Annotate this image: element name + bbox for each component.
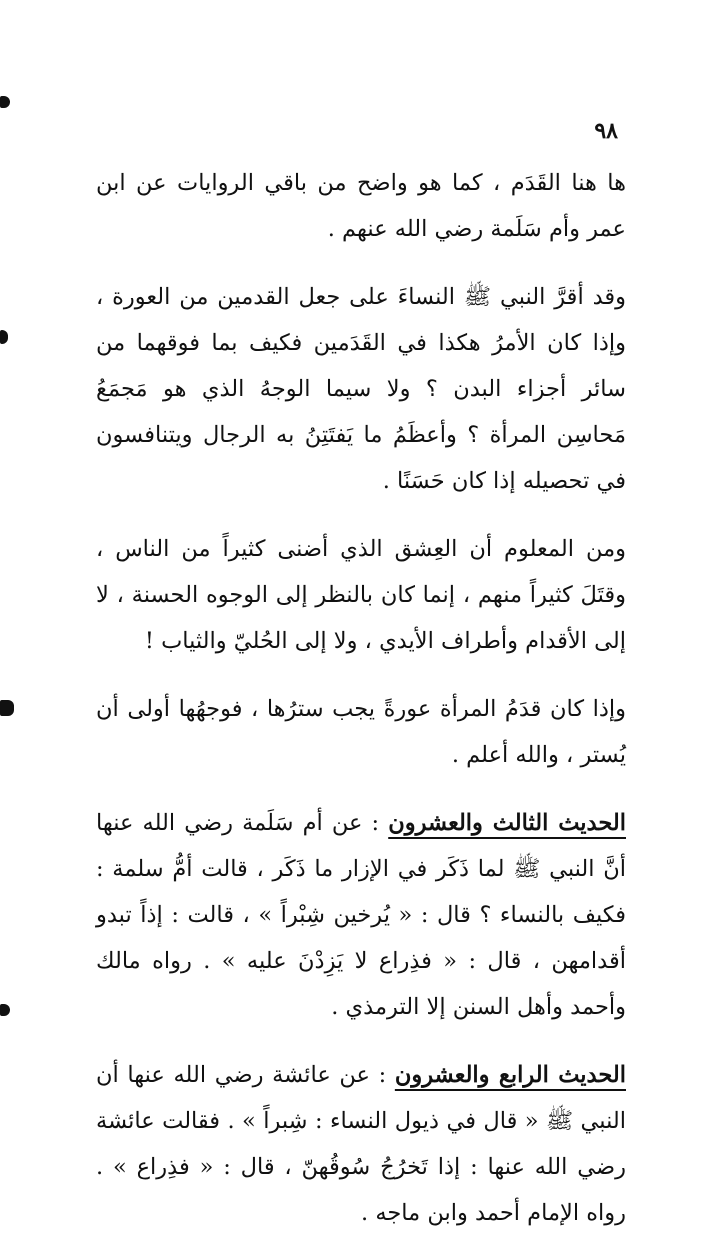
binding-mark-icon [0, 700, 14, 716]
hadith-paragraph [96, 800, 626, 1030]
page-number: ٩٨ [594, 118, 618, 144]
page-content [96, 160, 626, 1236]
paragraph [96, 160, 626, 252]
binding-mark-icon [0, 330, 8, 344]
paragraph [96, 526, 626, 664]
paragraph-text: ومن المعلوم أن العِشق الذي أضنى كثيراً من الناس ، وقتَلَ كثيراً منهم ، إنما كان بالنظر إلى الوجوه الحسنة ، لا إلى الأقدام وأطراف الأيدي ، ولا إلى الحُليّ والثياب ! [96, 536, 626, 654]
paragraph-text: وإذا كان قدَمُ المرأة عورةً يجب سترُها ، فوجهُها أولى أن يُستر ، والله أعلم . [96, 696, 626, 768]
hadith-paragraph [96, 1052, 626, 1236]
paragraph-text: : عن أم سَلَمة رضي الله عنها أنَّ النبي ﷺ لما ذَكَر في الإزار ما ذَكَر ، قالت أمُّ سلمة : فكيف بالنساء ؟ قال : « يُرخين شِبْراً » ، قالت : إذاً تبدو أقدامهن ، قال : « فذِراع لا يَزِدْنَ عليه » . رواه مالك وأحمد وأهل السنن إلا الترمذي . [96, 810, 626, 1020]
paragraph-text: ها هنا القَدَم ، كما هو واضح من باقي الروايات عن ابن عمر وأم سَلَمة رضي الله عنهم . [96, 170, 626, 242]
paragraph [96, 274, 626, 504]
paragraph-text: : عن عائشة رضي الله عنها أن النبي ﷺ « قال في ذيول النساء : شِبراً » . فقالت عائشة رضي الله عنها : إذا تَخرُجُ سُوقُهنّ ، قال : « فذِراع » . رواه الإمام أحمد وابن ماجه . [96, 1062, 626, 1226]
binding-mark-icon [0, 1004, 10, 1016]
binding-mark-icon [0, 96, 10, 108]
paragraph-text: وقد أقرَّ النبي ﷺ النساءَ على جعل القدمين من العورة ، وإذا كان الأمرُ هكذا في القَدَمين فكيف بما فوقهما من سائر أجزاء البدن ؟ ولا سيما الوجهُ الذي هو مَجمَعُ مَحاسِن المرأة ؟ وأعظَمُ ما يَفتَتِنُ به الرجال ويتنافسون في تحصيله إذا كان حَسَنًا . [96, 284, 626, 494]
paragraph [96, 686, 626, 778]
hadith-heading: الحديث الرابع والعشرون [394, 1062, 626, 1088]
hadith-heading: الحديث الثالث والعشرون [388, 810, 626, 836]
